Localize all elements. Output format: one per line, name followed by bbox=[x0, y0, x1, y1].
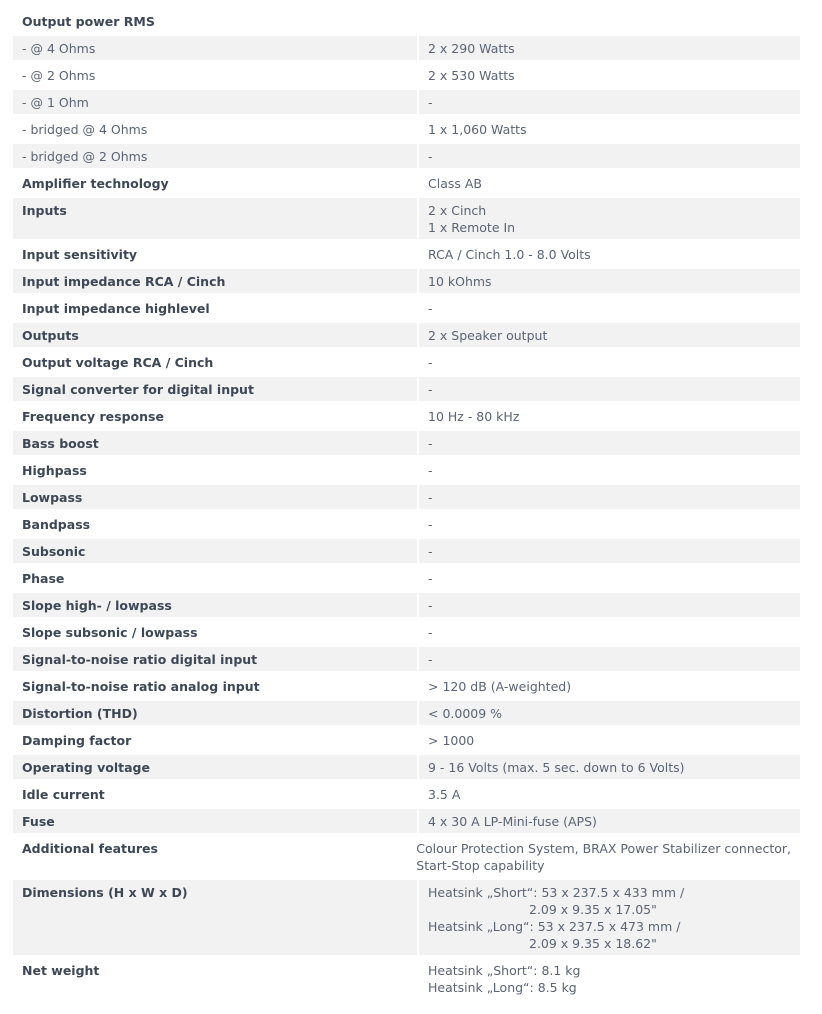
spec-value-line: 2 x Cinch bbox=[428, 203, 487, 218]
spec-value-line: 2 x Speaker output bbox=[428, 328, 548, 343]
spec-row bbox=[13, 404, 800, 428]
spec-label: Lowpass bbox=[13, 485, 417, 509]
spec-value-line: Heatsink „Short“: 53 x 237.5 x 433 mm / bbox=[428, 885, 685, 900]
spec-value-line: - bbox=[428, 598, 433, 613]
spec-label: - @ 1 Ohm bbox=[13, 90, 417, 114]
spec-row bbox=[13, 117, 800, 141]
spec-value bbox=[419, 117, 800, 141]
spec-value bbox=[419, 755, 800, 779]
spec-row bbox=[13, 674, 800, 698]
spec-value bbox=[419, 269, 800, 293]
spec-value bbox=[419, 674, 800, 698]
spec-value-line: - bbox=[428, 382, 433, 397]
spec-row bbox=[13, 647, 800, 671]
spec-value bbox=[419, 701, 800, 725]
spec-value-line: 4 x 30 A LP-Mini-fuse (APS) bbox=[428, 814, 597, 829]
spec-row bbox=[13, 728, 800, 752]
spec-value-line: RCA / Cinch 1.0 - 8.0 Volts bbox=[428, 247, 591, 262]
spec-row bbox=[13, 171, 800, 195]
spec-label: Distortion (THD) bbox=[13, 701, 417, 725]
spec-value-line: Heatsink „Long“: 53 x 237.5 x 473 mm / bbox=[428, 919, 681, 934]
spec-value-line: 3.5 A bbox=[428, 787, 461, 802]
spec-value bbox=[419, 350, 800, 374]
spec-label: Damping factor bbox=[22, 733, 132, 748]
spec-value-line: 1 x Remote In bbox=[428, 220, 516, 235]
spec-value bbox=[419, 36, 800, 60]
spec-value bbox=[419, 431, 800, 455]
spec-value-line: Start-Stop capability bbox=[416, 858, 545, 873]
spec-value-line: - bbox=[428, 95, 433, 110]
spec-value bbox=[419, 9, 800, 33]
spec-value-line: - bbox=[428, 625, 433, 640]
spec-value bbox=[419, 171, 800, 195]
spec-value-line: 2 x 530 Watts bbox=[428, 68, 515, 83]
spec-value-line: - bbox=[428, 436, 433, 451]
spec-value bbox=[419, 728, 800, 752]
spec-label: Signal converter for digital input bbox=[13, 377, 417, 401]
spec-value bbox=[419, 620, 800, 644]
spec-value bbox=[419, 144, 800, 168]
spec-value bbox=[419, 377, 800, 401]
spec-row bbox=[13, 539, 800, 563]
spec-label: Slope subsonic / lowpass bbox=[22, 625, 198, 640]
spec-label: Amplifier technology bbox=[22, 176, 169, 191]
spec-value-line: - bbox=[428, 517, 433, 532]
spec-label: - @ 4 Ohms bbox=[13, 36, 417, 60]
spec-label: Outputs bbox=[13, 323, 417, 347]
spec-row bbox=[13, 782, 800, 806]
spec-value-line: Heatsink „Long“: 8.5 kg bbox=[428, 980, 577, 995]
spec-label: Inputs bbox=[13, 198, 417, 239]
spec-row bbox=[13, 36, 800, 60]
spec-row bbox=[13, 377, 800, 401]
spec-row bbox=[13, 90, 800, 114]
spec-row bbox=[13, 431, 800, 455]
spec-value-line: Colour Protection System, BRAX Power Stabilizer connector, bbox=[416, 841, 791, 856]
spec-row bbox=[13, 458, 800, 482]
spec-value-line: Class AB bbox=[428, 176, 482, 191]
spec-label: Output power RMS bbox=[22, 14, 155, 29]
spec-value bbox=[419, 323, 800, 347]
spec-value bbox=[419, 296, 800, 320]
spec-row bbox=[13, 836, 800, 877]
spec-value-line: - bbox=[428, 544, 433, 559]
spec-label: Highpass bbox=[22, 463, 87, 478]
spec-label: Bandpass bbox=[22, 517, 91, 532]
spec-label: Slope high- / lowpass bbox=[13, 593, 417, 617]
spec-row bbox=[13, 880, 800, 955]
spec-row bbox=[13, 809, 800, 833]
spec-value-line: - bbox=[428, 652, 433, 667]
spec-label: - bridged @ 2 Ohms bbox=[13, 144, 417, 168]
spec-table bbox=[13, 9, 800, 1002]
spec-value bbox=[419, 404, 800, 428]
spec-label: Operating voltage bbox=[13, 755, 417, 779]
spec-row bbox=[13, 512, 800, 536]
spec-value bbox=[419, 782, 800, 806]
spec-value-line: - bbox=[428, 149, 433, 164]
spec-row bbox=[13, 485, 800, 509]
spec-value-line: 10 Hz - 80 kHz bbox=[428, 409, 520, 424]
spec-value bbox=[419, 647, 800, 671]
spec-value-line: - bbox=[428, 355, 433, 370]
spec-value-line: 2.09 x 9.35 x 18.62" bbox=[529, 936, 657, 951]
spec-value-line: Heatsink „Short“: 8.1 kg bbox=[428, 963, 581, 978]
spec-row bbox=[13, 63, 800, 87]
spec-label: Fuse bbox=[13, 809, 417, 833]
spec-value-line: - bbox=[428, 463, 433, 478]
spec-value-line: - bbox=[428, 490, 433, 505]
spec-label: Net weight bbox=[22, 963, 100, 978]
spec-value bbox=[419, 566, 800, 590]
spec-label: Subsonic bbox=[13, 539, 417, 563]
spec-value bbox=[419, 63, 800, 87]
spec-label: Input impedance RCA / Cinch bbox=[13, 269, 417, 293]
spec-label: Input sensitivity bbox=[22, 247, 138, 262]
spec-label: Signal-to-noise ratio analog input bbox=[22, 679, 260, 694]
spec-row bbox=[13, 701, 800, 725]
spec-label: Bass boost bbox=[13, 431, 417, 455]
spec-value bbox=[419, 512, 800, 536]
spec-value-line: - bbox=[428, 301, 433, 316]
spec-label: Idle current bbox=[22, 787, 105, 802]
spec-label: Dimensions (H x W x D) bbox=[13, 880, 417, 955]
spec-value bbox=[407, 836, 800, 877]
spec-value bbox=[419, 458, 800, 482]
spec-value bbox=[419, 593, 800, 617]
spec-label: Output voltage RCA / Cinch bbox=[22, 355, 214, 370]
spec-row bbox=[13, 144, 800, 168]
spec-value bbox=[419, 242, 800, 266]
spec-row bbox=[13, 198, 800, 239]
spec-value-line: < 0.0009 % bbox=[428, 706, 503, 721]
spec-value bbox=[419, 809, 800, 833]
spec-label: Input impedance highlevel bbox=[22, 301, 210, 316]
spec-value bbox=[419, 90, 800, 114]
spec-value bbox=[419, 880, 800, 955]
spec-label: Phase bbox=[22, 571, 65, 586]
spec-value-line: 1 x 1,060 Watts bbox=[428, 122, 527, 137]
spec-row bbox=[13, 9, 800, 33]
spec-label: Additional features bbox=[22, 841, 158, 856]
spec-row bbox=[13, 593, 800, 617]
spec-row bbox=[13, 269, 800, 293]
spec-row bbox=[13, 755, 800, 779]
spec-value-line: 10 kOhms bbox=[428, 274, 492, 289]
spec-row bbox=[13, 350, 800, 374]
spec-value bbox=[419, 485, 800, 509]
spec-value-line: > 120 dB (A-weighted) bbox=[428, 679, 572, 694]
spec-label: - bridged @ 4 Ohms bbox=[22, 122, 148, 137]
spec-row bbox=[13, 958, 800, 999]
spec-value-line: > 1000 bbox=[428, 733, 475, 748]
spec-value bbox=[419, 958, 800, 999]
spec-value bbox=[419, 198, 800, 239]
spec-row bbox=[13, 620, 800, 644]
spec-row bbox=[13, 323, 800, 347]
spec-row bbox=[13, 296, 800, 320]
spec-label: Signal-to-noise ratio digital input bbox=[13, 647, 417, 671]
spec-value-line: - bbox=[428, 571, 433, 586]
spec-value-line: 9 - 16 Volts (max. 5 sec. down to 6 Volts) bbox=[428, 760, 685, 775]
spec-row bbox=[13, 566, 800, 590]
spec-label: - @ 2 Ohms bbox=[22, 68, 96, 83]
spec-value-line: 2 x 290 Watts bbox=[428, 41, 515, 56]
spec-row bbox=[13, 242, 800, 266]
spec-value bbox=[419, 539, 800, 563]
spec-label: Frequency response bbox=[22, 409, 164, 424]
spec-value-line: 2.09 x 9.35 x 17.05" bbox=[529, 902, 657, 917]
